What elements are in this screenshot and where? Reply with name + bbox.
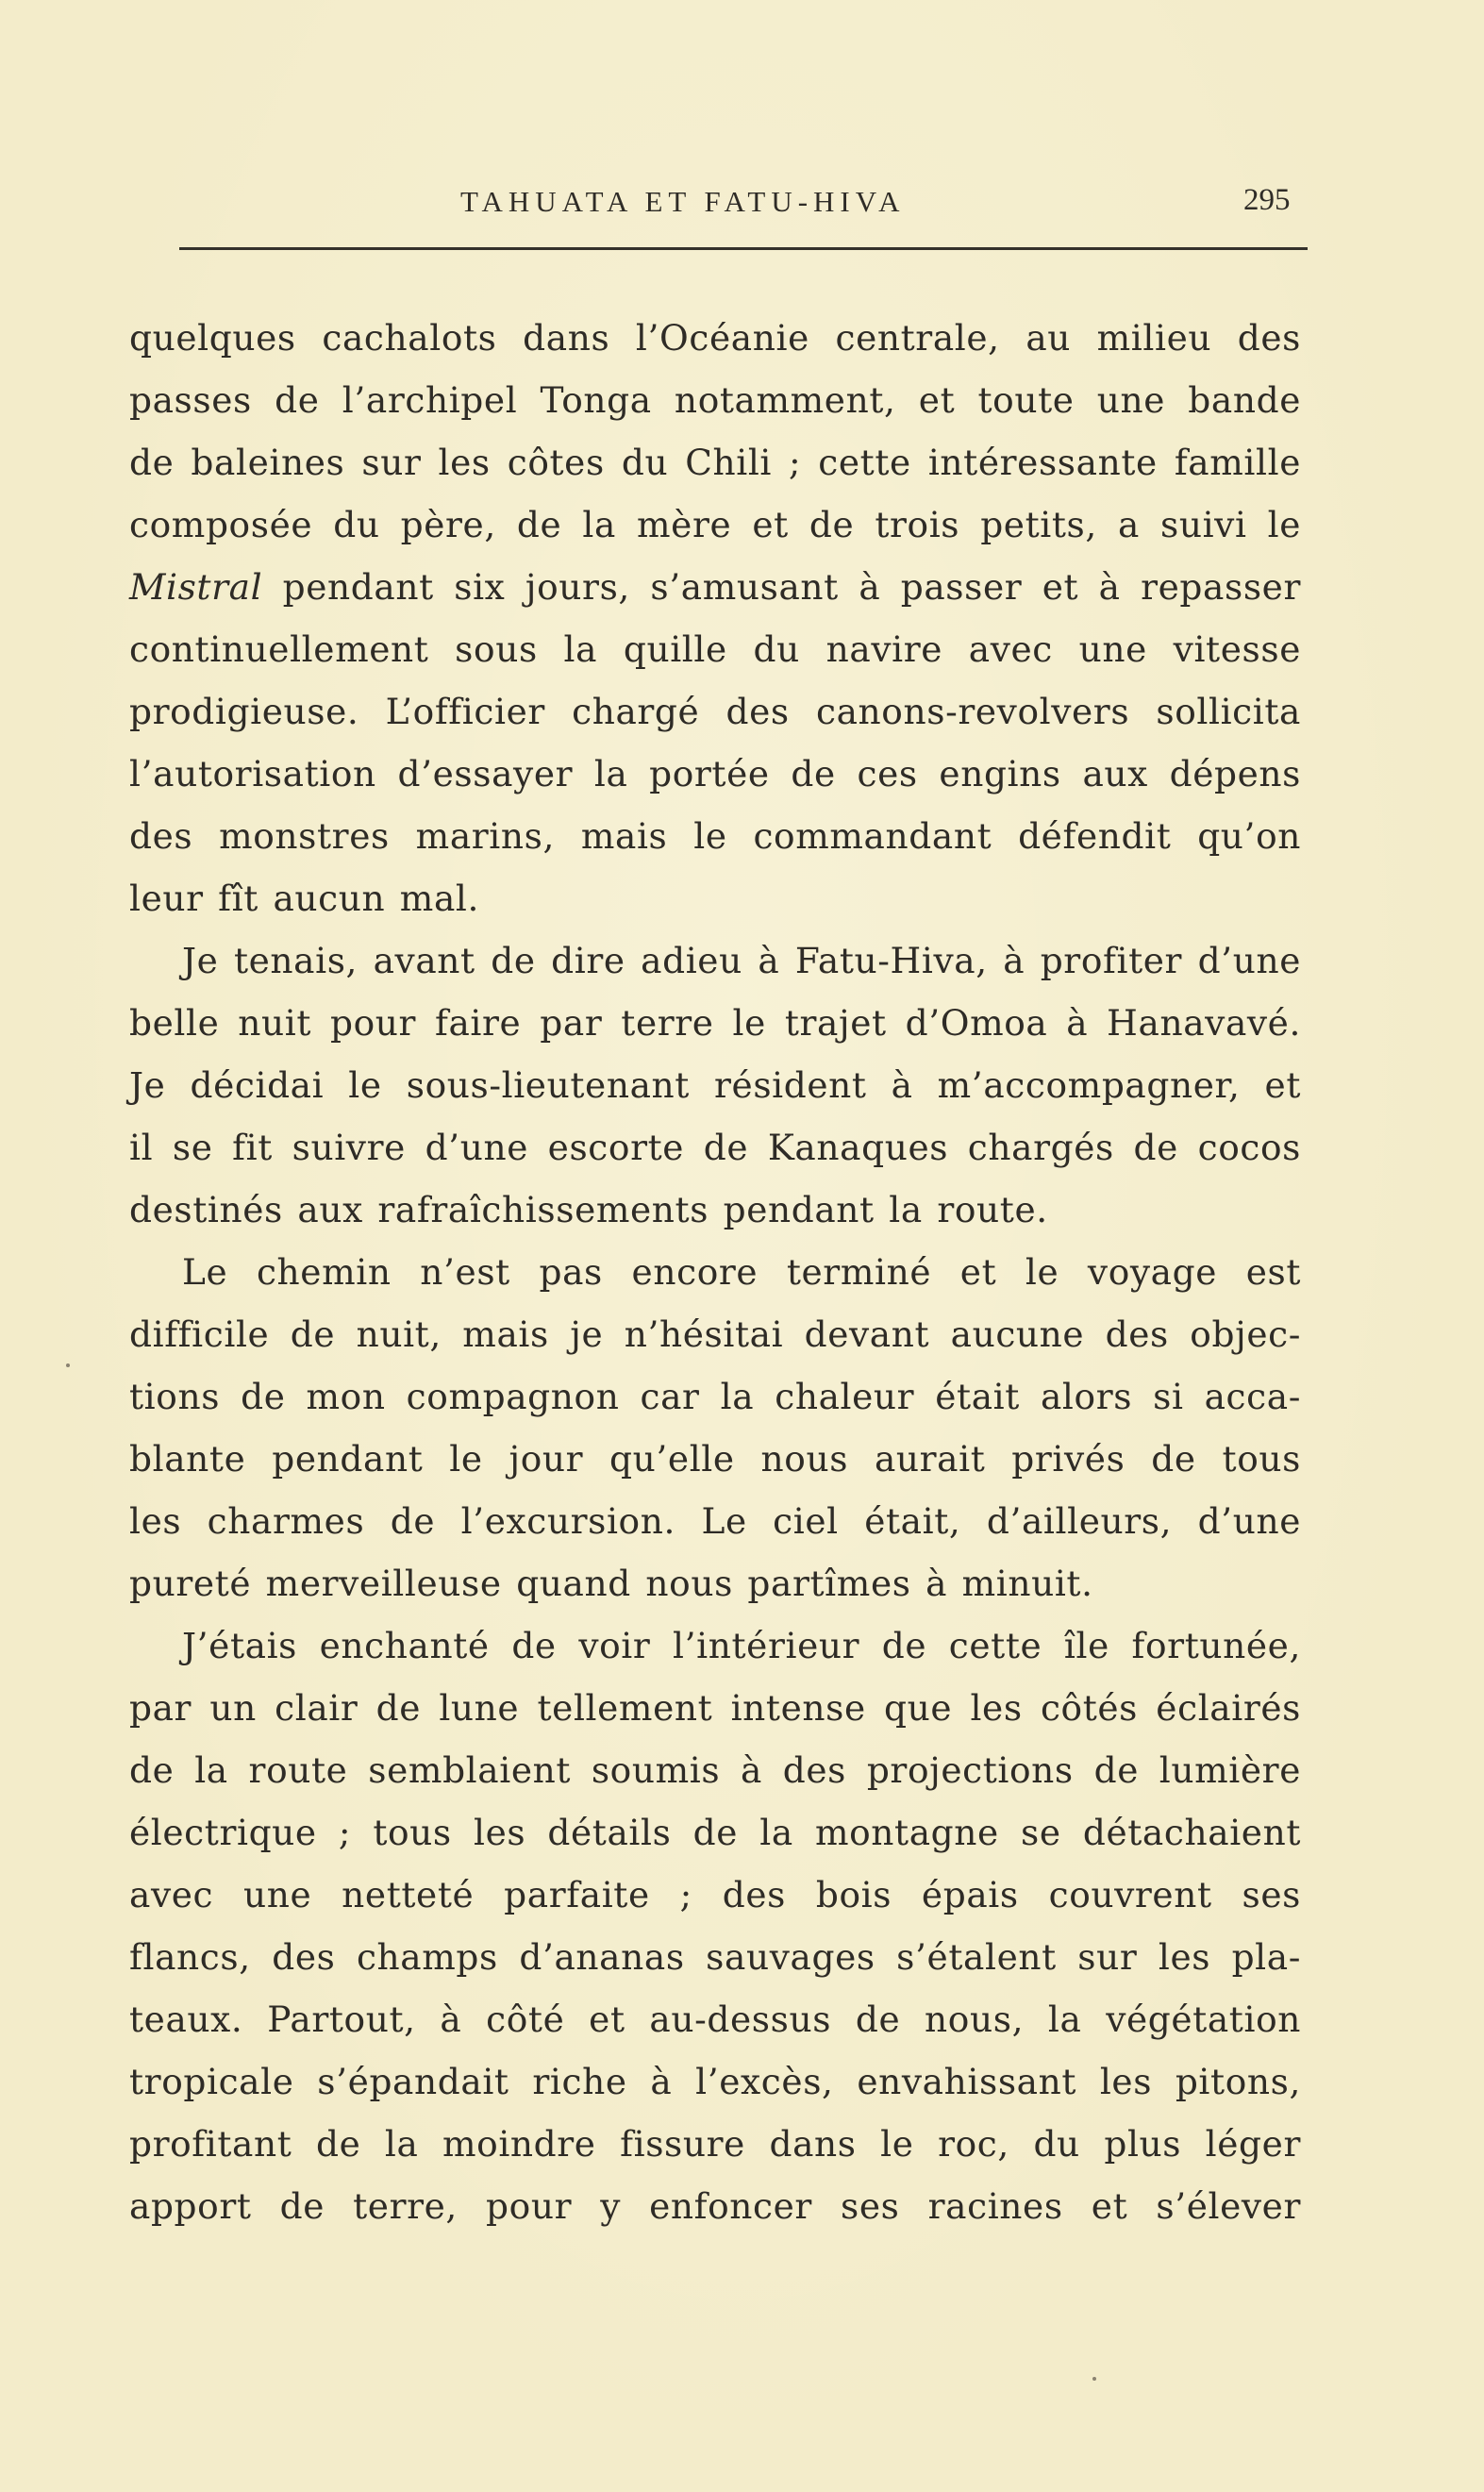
header-rule [179,247,1308,250]
text-line: blante pendant le jour qu’elle nous aurait privés de tous [129,1438,1301,1480]
text-line: de baleines sur les côtes du Chili ; cette intéressante famille [129,442,1301,483]
text-line: flancs, des champs d’ananas sauvages s’étalent sur les pla- [129,1936,1301,1978]
paper-speck [66,1363,70,1367]
text-line: par un clair de lune tellement intense que les côtés éclairés [129,1687,1301,1729]
text-line: quelques cachalots dans l’Océanie centrale, au milieu des [129,317,1301,359]
text-line: tropicale s’épandait riche à l’excès, envahissant les pitons, [129,2061,1301,2102]
text-line: belle nuit pour faire par terre le trajet d’Omoa à Hanavavé. [129,1002,1301,1044]
text-line: avec une netteté parfaite ; des bois épais couvrent ses [129,1874,1301,1915]
body-text [129,307,1301,2237]
text-line: des monstres marins, mais le commandant défendit qu’on [129,815,1301,857]
text-line: électrique ; tous les détails de la montagne se détachaient [129,1812,1301,1853]
text-line: il se fit suivre d’une escorte de Kanaques chargés de cocos [129,1127,1301,1168]
text-line: tions de mon compagnon car la chaleur était alors si acca- [129,1376,1301,1417]
ship-name: Mistral [129,566,263,608]
text-line: continuellement sous la quille du navire avec une vitesse [129,628,1301,670]
page-number: 295 [1243,183,1291,217]
text-line: Je décidai le sous-lieutenant résident à m’accompagner, et [129,1064,1301,1106]
running-head [0,185,1484,223]
paragraph-start: Le chemin n’est pas encore terminé et le voyage est [182,1251,1301,1293]
text-line: l’autorisation d’essayer la portée de ces engins aux dépens [129,753,1301,794]
text-line: pureté merveilleuse quand nous partîmes à minuit. [129,1563,1093,1604]
text-line: les charmes de l’excursion. Le ciel était, d’ailleurs, d’une [129,1500,1301,1542]
text-line-rest: pendant six jours, s’amusant à passer et à repasser [282,566,1301,608]
paragraph-start: Je tenais, avant de dire adieu à Fatu-Hiva, à profiter d’une [182,940,1301,981]
text-line: teaux. Partout, à côté et au-dessus de nous, la végétation [129,1999,1301,2040]
text-line: apport de terre, pour y enfoncer ses racines et s’élever [129,2185,1301,2227]
paper-speck [1092,2377,1096,2381]
text-line: de la route semblaient soumis à des projections de lumière [129,1749,1301,1791]
text-line: composée du père, de la mère et de trois petits, a suivi le [129,504,1301,545]
running-title: TAHUATA ET FATU-HIVA [460,185,906,218]
text-line [129,556,1301,618]
text-line: prodigieuse. L’officier chargé des canons-revolvers sollicita [129,691,1301,732]
paragraph-start: J’étais enchanté de voir l’intérieur de cette île fortunée, [182,1625,1301,1666]
text-line: difficile de nuit, mais je n’hésitai devant aucune des objec- [129,1313,1301,1355]
text-line: destinés aux rafraîchissements pendant la route. [129,1189,1048,1230]
text-line: passes de l’archipel Tonga notamment, et toute une bande [129,379,1301,421]
text-line: leur fît aucun mal. [129,878,480,919]
text-line: profitant de la moindre fissure dans le roc, du plus léger [129,2123,1301,2165]
